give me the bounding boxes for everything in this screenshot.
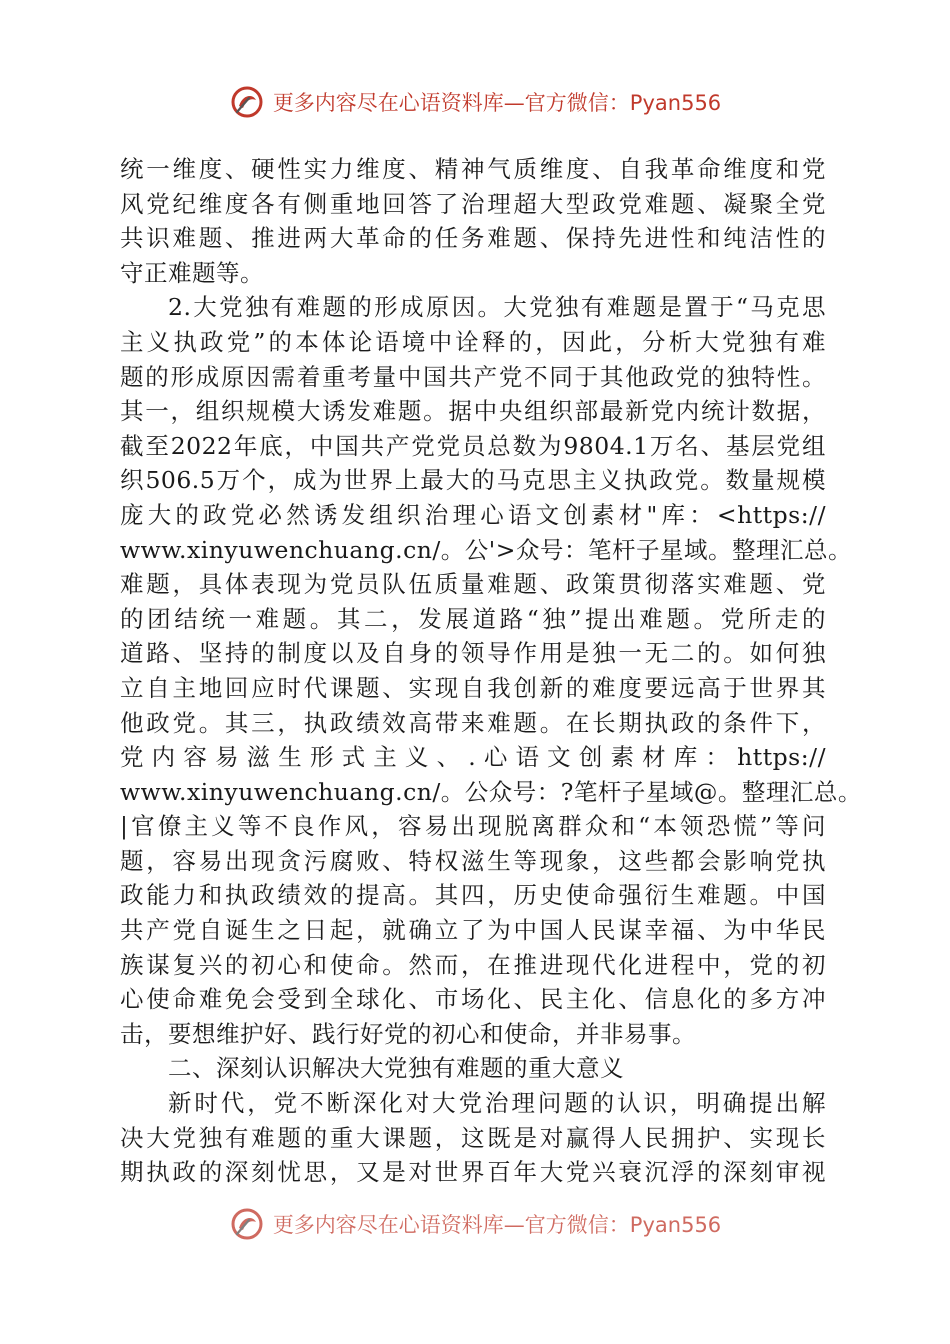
text-line: 统一维度、硬性实力维度、精神气质维度、自我革命维度和党: [120, 155, 826, 183]
text-line: 道路、坚持的制度以及自身的领导作用是独一无二的。如何独: [120, 639, 826, 668]
text-line: 主义执政党”的本体论语境中诠释的，因此，分析大党独有难: [120, 327, 826, 356]
text-line: 共识难题、推进两大革命的任务难题、保持先进性和纯洁性的: [120, 224, 826, 253]
section-heading: 二、深刻认识解决大党独有难题的重大意义: [168, 1054, 624, 1083]
footer-watermark-text: 更多内容尽在心语资料库—官方微信：Pyan556: [272, 1213, 722, 1237]
text-line: 击，要想维护好、践行好党的初心和使命，并非易事。: [120, 1019, 696, 1048]
footer-watermark: [0, 1204, 950, 1244]
text-line: 期执政的深刻忧思，又是对世界百年大党兴衰沉浮的深刻审视: [120, 1158, 826, 1187]
text-line: 风党纪维度各有侧重地回答了治理超大型政党难题、凝聚全党: [120, 189, 826, 218]
text-line: 族谋复兴的初心和使命。然而，在推进现代化进程中，党的初: [120, 950, 826, 979]
text-line: 他政党。其三，执政绩效高带来难题。在长期执政的条件下，: [120, 708, 826, 737]
document-body: [120, 152, 862, 1190]
header-watermark-text: 更多内容尽在心语资料库—官方微信：Pyan556: [272, 91, 722, 115]
text-line: 政能力和执政绩效的提高。其四，历史使命强衍生难题。中国: [120, 881, 826, 910]
text-line: 2.大党独有难题的形成原因。大党独有难题是置于“马克思: [168, 293, 826, 322]
text-line: 立自主地回应时代课题、实现自我创新的难度要远高于世界其: [120, 673, 826, 702]
text-line: 织506.5万个，成为世界上最大的马克思主义执政党。数量规模: [120, 466, 826, 495]
text-line: 守正难题等。: [120, 258, 264, 287]
text-line: 难题，具体表现为党员队伍质量难题、政策贯彻落实难题、党: [120, 570, 826, 599]
text-line: 决大党独有难题的重大课题，这既是对赢得人民拥护、实现长: [120, 1123, 826, 1152]
text-line: 庞大的政党必然诱发组织治理心语文创素材"库：<https://: [120, 500, 826, 529]
text-line: 心使命难免会受到全球化、市场化、民主化、信息化的多方冲: [120, 985, 826, 1014]
brand-logo-icon: [229, 1206, 265, 1242]
text-line: 题的形成原因需着重考量中国共产党不同于其他政党的独特性。: [120, 362, 826, 391]
text-line: 题，容易出现贪污腐败、特权滋生等现象，这些都会影响党执: [120, 846, 826, 875]
text-line: 共产党自诞生之日起，就确立了为中国人民谋幸福、为中华民: [120, 916, 826, 945]
text-line: 截至2022年底，中国共产党党员总数为9804.1万名、基层党组: [120, 431, 826, 460]
brand-logo-icon: [229, 84, 265, 120]
text-line: |官僚主义等不良作风，容易出现脱离群众和“本领恐慌”等问: [120, 812, 826, 841]
text-line: 新时代，党不断深化对大党治理问题的认识，明确提出解: [168, 1089, 826, 1118]
header-watermark: [0, 82, 950, 122]
text-line: www.xinyuwenchuang.cn/。公众号：?笔杆子星域@。整理汇总。: [120, 777, 862, 806]
text-line: 其一，组织规模大诱发难题。据中央组织部最新党内统计数据，: [120, 397, 826, 426]
text-line: 党内容易滋生形式主义、.心语文创素材库：https://: [120, 743, 826, 772]
text-line: 的团结统一难题。其二，发展道路“独”提出难题。党所走的: [120, 604, 826, 633]
text-line: www.xinyuwenchuang.cn/。公'>众号：笔杆子星域。整理汇总。: [120, 535, 852, 564]
